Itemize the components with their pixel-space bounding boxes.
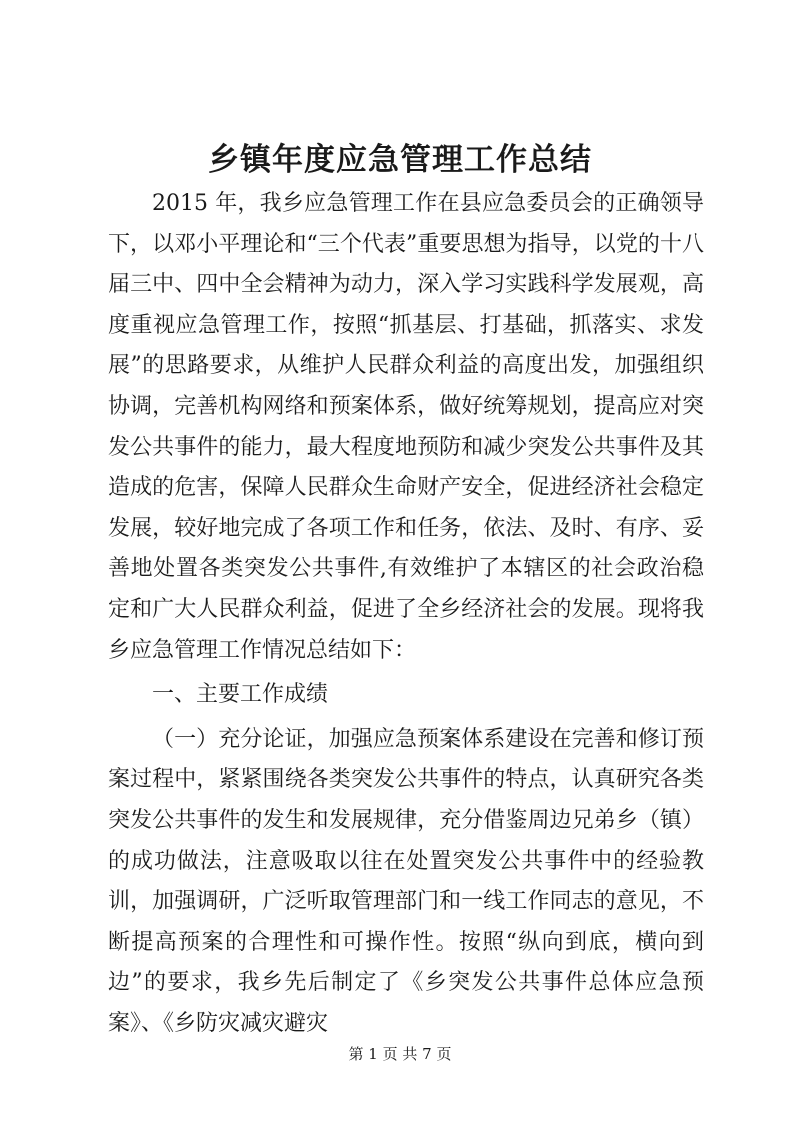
page-footer: 第 1 页 共 7 页 [348,1045,452,1063]
document-title: 乡镇年度应急管理工作总结 [208,142,592,178]
body-paragraph: 2015 年，我乡应急管理工作在县应急委员会的正确领导下，以邓小平理论和“三个代表”重要思想为指导，以党的十八届三中、四中全会精神为动力，深入学习实践科学发展观，高度重视应急管理工作，按照“抓基层、打基础，抓落实、求发展”的思路要求，从维护人民群众利益的高度出发，加强组织协调，完善机构网络和预案体系，做好统筹规划，提高应对突发公共事件的能力，最大程度地预防和减少突发公共事件及其造成的危害，保障人民群众生命财产安全，促进经济社会稳定发展，较好地完成了各项工作和任务，依法、及时、有序、妥善地处置各类突发公共事件,有效维护了本辖区的社会政治稳定和广大人民群众利益，促进了全乡经济社会的发展。现将我乡应急管理工作情况总结如下： [108,191,704,663]
section-heading: 一、主要工作成绩 [152,682,329,708]
body-paragraph: （一）充分论证，加强应急预案体系建设在完善和修订预案过程中，紧紧围绕各类突发公共事件的特点，认真研究各类突发公共事件的发生和发展规律，充分借鉴周边兄弟乡（镇）的成功做法，注意吸取以往在处置突发公共事件中的经验教训，加强调研，广泛听取管理部门和一线工作同志的意见，不断提高预案的合理性和可操作性。按照“纵向到底，横向到边”的要求，我乡先后制定了《乡突发公共事件总体应急预案》、《乡防灾减灾避灾 [108,726,704,1036]
document-body [108,184,704,1044]
